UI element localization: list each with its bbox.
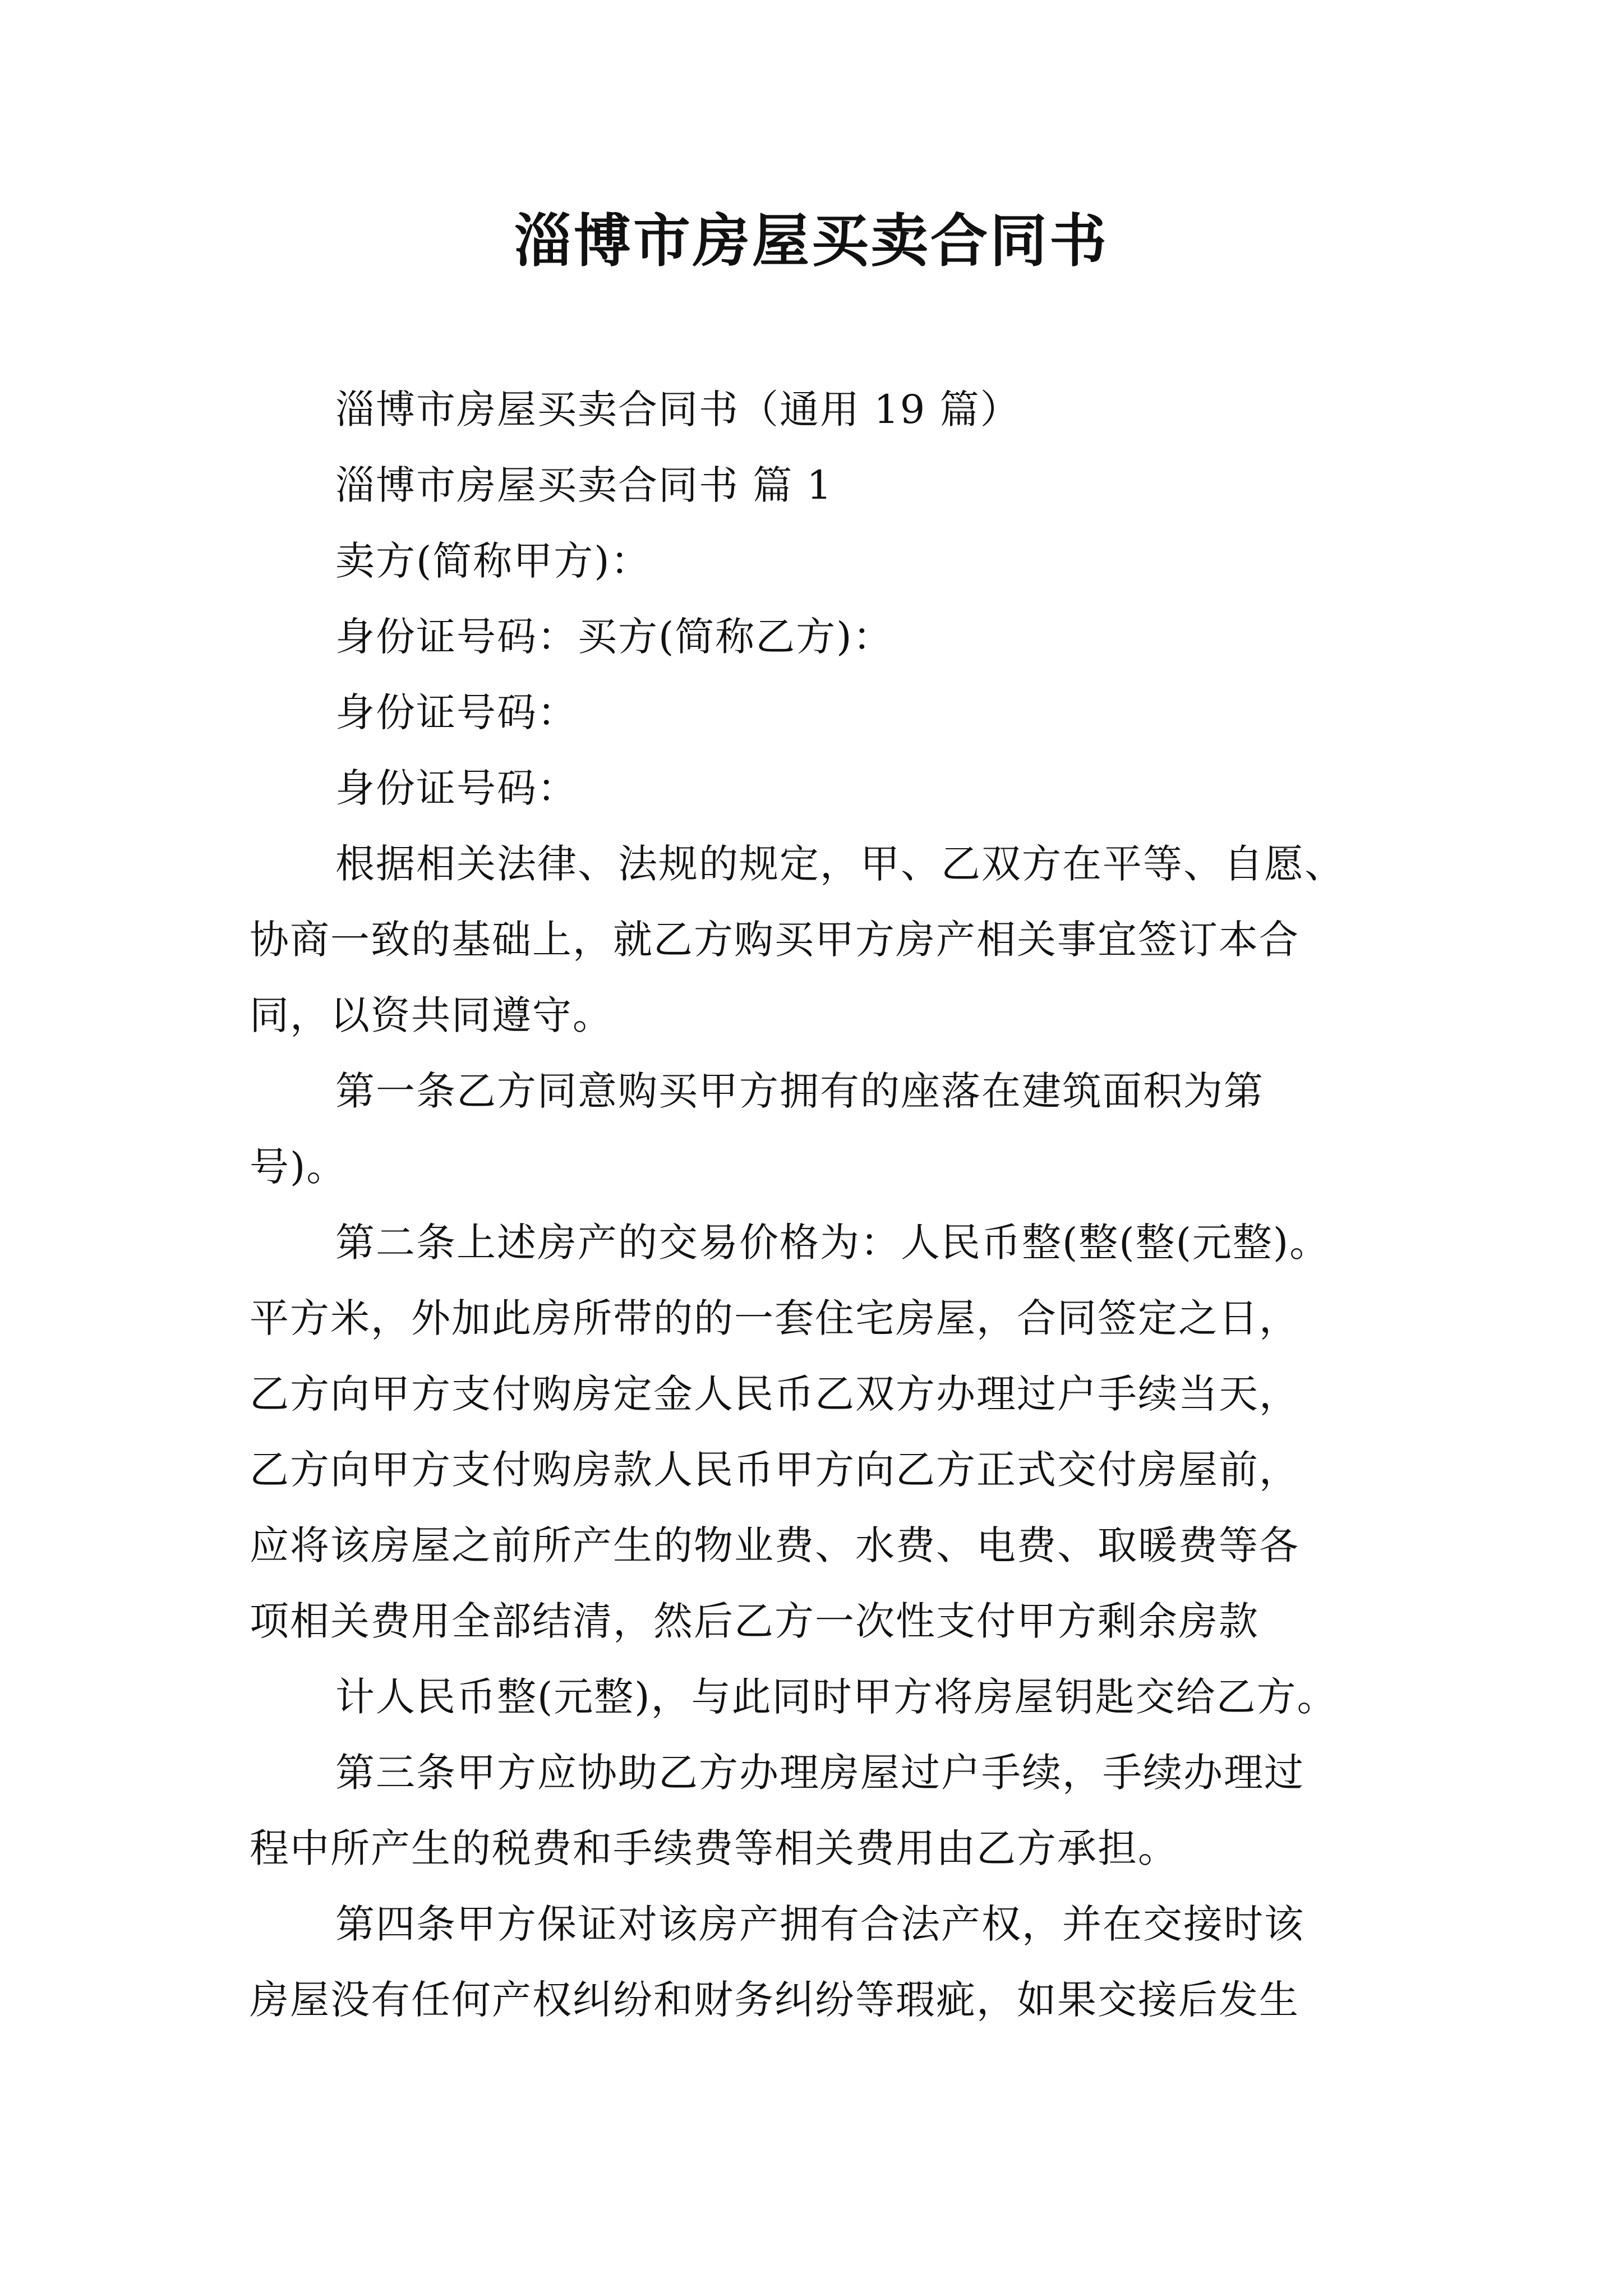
- article-2-line: 应将该房屋之前所产生的物业费、水费、电费、取暖费等各: [250, 1522, 1299, 1568]
- article-3-line: 第三条甲方应协助乙方办理房屋过户手续，手续办理过: [335, 1750, 1304, 1796]
- article-2-line: 第二条上述房产的交易价格为：人民币整(整(整(元整)。: [335, 1220, 1330, 1266]
- subtitle-collection: 淄博市房屋买卖合同书（通用 19 篇）: [335, 386, 1021, 432]
- article-4-line: 房屋没有任何产权纠纷和财务纠纷等瑕疵，如果交接后发生: [250, 1977, 1299, 2023]
- paragraph-line: 根据相关法律、法规的规定，甲、乙双方在平等、自愿、: [335, 841, 1345, 887]
- article-2-line: 乙方向甲方支付购房款人民币甲方向乙方正式交付房屋前，: [250, 1447, 1299, 1493]
- article-2-line: 平方米，外加此房所带的的一套住宅房屋，合同签定之日，: [250, 1295, 1299, 1341]
- subtitle-part-1: 淄博市房屋买卖合同书 篇 1: [335, 462, 833, 508]
- article-1-line: 第一条乙方同意购买甲方拥有的座落在建筑面积为第: [335, 1068, 1264, 1114]
- seller-field: 卖方(简称甲方)：: [335, 538, 651, 584]
- article-2-line: 计人民币整(元整)，与此同时甲方将房屋钥匙交给乙方。: [335, 1674, 1338, 1720]
- document-title: 淄博市房屋买卖合同书: [514, 208, 1109, 275]
- id-buyer-field: 身份证号码：买方(简称乙方)：: [335, 614, 893, 660]
- id-field: 身份证号码：: [335, 689, 578, 735]
- article-2-line: 乙方向甲方支付购房定金人民币乙双方办理过户手续当天，: [250, 1371, 1299, 1417]
- paragraph-line: 协商一致的基础上，就乙方购买甲方房产相关事宜签订本合: [250, 917, 1299, 963]
- article-4-line: 第四条甲方保证对该房产拥有合法产权，并在交接时该: [335, 1901, 1304, 1947]
- article-1-line: 号)。: [250, 1144, 347, 1190]
- paragraph-line: 同，以资共同遵守。: [250, 992, 613, 1038]
- article-3-line: 程中所产生的税费和手续费等相关费用由乙方承担。: [250, 1825, 1178, 1871]
- article-2-line: 项相关费用全部结清，然后乙方一次性支付甲方剩余房款: [250, 1598, 1259, 1644]
- id-field: 身份证号码：: [335, 765, 578, 811]
